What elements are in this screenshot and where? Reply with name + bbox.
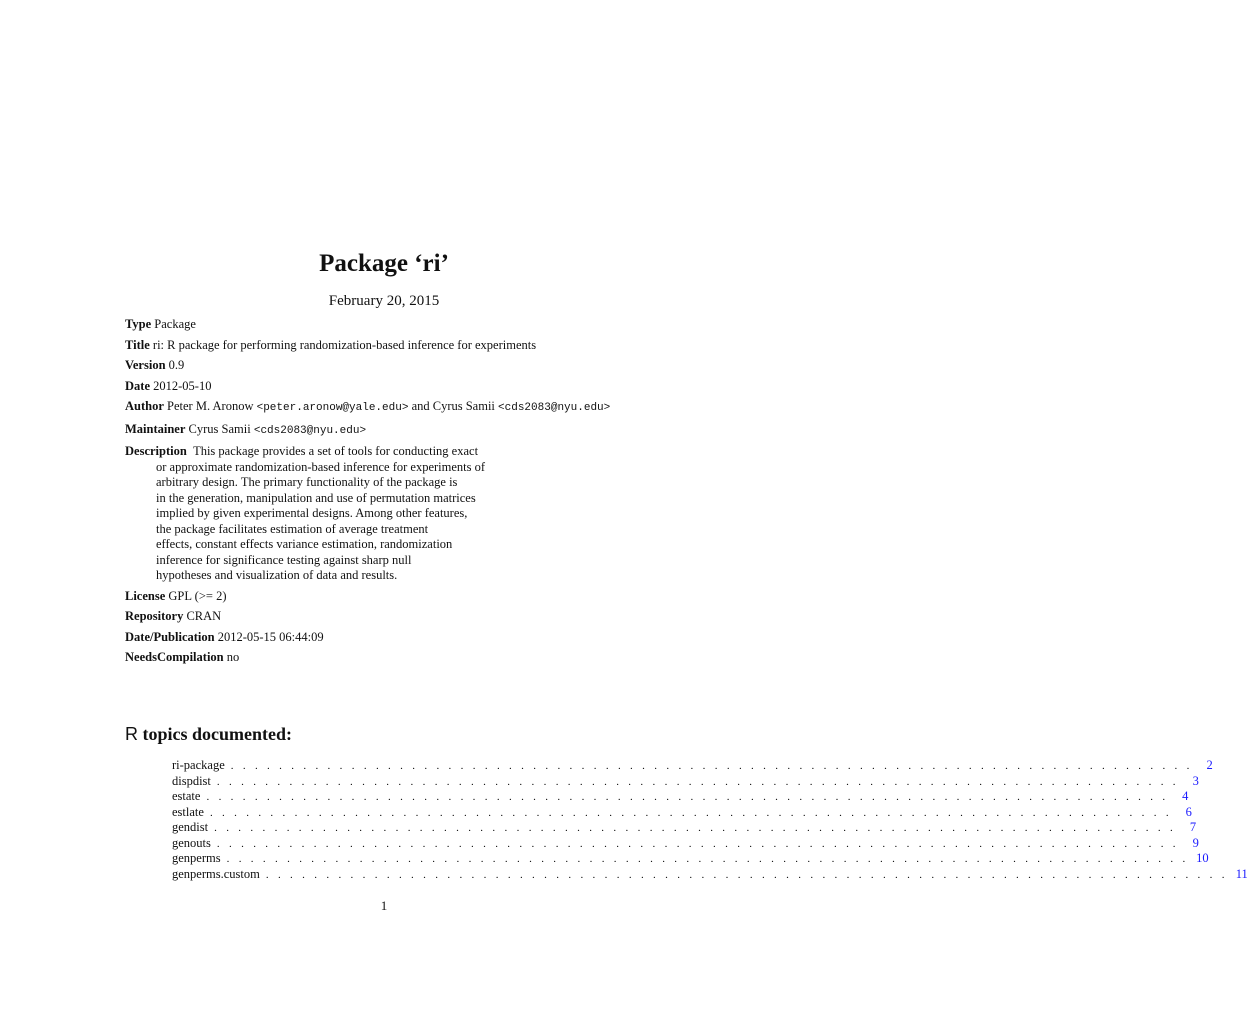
- field-key: Repository: [125, 609, 184, 623]
- description-line: the package facilitates estimation of average treatment: [156, 521, 429, 536]
- toc-entry[interactable]: [172, 804, 1192, 821]
- toc-page-link[interactable]: 3: [1192, 773, 1199, 788]
- field-value: 2012-05-10: [153, 378, 212, 393]
- toc-page-link[interactable]: 7: [1189, 820, 1197, 834]
- field-value: GPL (>= 2): [168, 588, 227, 603]
- field-repository: [125, 609, 645, 625]
- toc-leader-dots: . . . . . . . . . . . . . . . . . . . . . . . . . . . . . . . . . . . . . . . . . . . . . . . . . . . . . . . . . . . . . . . . . . . . . . . . . . . . . . . .: [226, 853, 1189, 865]
- maintainer-email-link[interactable]: <cds2083@nyu.edu>: [253, 424, 367, 437]
- package-title: Package ‘ri’: [319, 250, 449, 277]
- toc-page-link[interactable]: 10: [1196, 851, 1209, 865]
- toc-page-link[interactable]: 2: [1206, 758, 1213, 772]
- description-line: hypotheses and visualization of data and results.: [156, 568, 398, 582]
- description-line: arbitrary design. The primary functionality of the package is: [156, 475, 458, 489]
- field-key: Type: [125, 317, 152, 331]
- author-email-line: [498, 399, 610, 413]
- author-name: Peter M. Aronow: [167, 399, 257, 413]
- toc-leader-dots: . . . . . . . . . . . . . . . . . . . . . . . . . . . . . . . . . . . . . . . . . . . . . . . . . . . . . . . . . . . . . . . . . . . . . . . . . . . . . . . .: [216, 775, 1179, 788]
- toc-entry-name[interactable]: gendist: [172, 820, 209, 834]
- toc-leader-dots: . . . . . . . . . . . . . . . . . . . . . . . . . . . . . . . . . . . . . . . . . . . . . . . . . . . . . . . . . . . . . . . . . . . . . . . . . . . . . . . .: [209, 806, 1172, 819]
- toc-page-link[interactable]: 4: [1182, 789, 1189, 803]
- toc-leader-dots: . . . . . . . . . . . . . . . . . . . . . . . . . . . . . . . . . . . . . . . . . . . . . . . . . . . . . . . . . . . . . . . . . . . . . . . . . . . . . . . .: [214, 822, 1177, 834]
- document-date: February 20, 2015: [328, 293, 440, 309]
- field-title: [125, 338, 645, 354]
- description-line: in the generation, manipulation and use of permutation matrices: [156, 490, 476, 505]
- field-value: 0.9: [168, 358, 185, 372]
- toc-entry[interactable]: [172, 820, 1197, 836]
- toc-page-link[interactable]: 11: [1235, 866, 1248, 881]
- field-maintainer: [125, 422, 645, 440]
- field-value: 2012-05-15 06:44:09: [217, 629, 324, 644]
- field-license: [125, 589, 645, 605]
- toc-entry-name[interactable]: ri-package: [172, 758, 225, 772]
- field-value: Package: [154, 317, 196, 331]
- author-email-link[interactable]: <peter.aronow@yale.edu>: [256, 402, 409, 414]
- field-author: [125, 399, 645, 417]
- toc-entry[interactable]: [172, 835, 1199, 852]
- maintainer-name: Cyrus Samii: [188, 421, 254, 436]
- field-value: ri: R package for performing randomization-based inference for: [152, 337, 472, 352]
- description-fields: [125, 317, 645, 671]
- toc-leader-dots: . . . . . . . . . . . . . . . . . . . . . . . . . . . . . . . . . . . . . . . . . . . . . . . . . . . . . . . . . . . . . . . . . . . . . . . . . . . . . . . .: [216, 837, 1179, 850]
- field-description: [125, 444, 645, 584]
- toc-page-link[interactable]: 9: [1192, 835, 1199, 850]
- table-of-contents: [172, 758, 1248, 882]
- toc-entry-name[interactable]: genperms.custom: [172, 866, 260, 881]
- field-key: Title: [125, 337, 150, 352]
- toc-entry[interactable]: [172, 773, 1199, 790]
- r-logo-text: R: [125, 724, 138, 744]
- field-date: [125, 379, 645, 395]
- toc-page-link[interactable]: 6: [1185, 804, 1192, 819]
- section-heading-text: topics documented:: [138, 724, 292, 744]
- section-heading: [125, 724, 292, 745]
- field-version: [125, 358, 645, 374]
- description-line: This package provides a set of tools for conducting exact: [193, 444, 479, 458]
- field-needs-compilation: [125, 650, 645, 666]
- field-key: Author: [125, 399, 164, 413]
- toc-leader-dots: . . . . . . . . . . . . . . . . . . . . . . . . . . . . . . . . . . . . . . . . . . . . . . . . . . . . . . . . . . . . . . . . . . . . . . . . . . . . . . . .: [206, 791, 1169, 803]
- field-key: Maintainer: [125, 421, 186, 436]
- field-value: CRAN: [186, 609, 222, 623]
- field-key: License: [125, 588, 166, 603]
- field-value: no: [226, 650, 240, 664]
- description-first-line: [125, 444, 645, 460]
- toc-entry-name[interactable]: genouts: [172, 835, 211, 850]
- toc-entry[interactable]: [172, 851, 1209, 867]
- field-key: Date: [125, 378, 150, 393]
- field-key: NeedsCompilation: [125, 650, 224, 664]
- toc-entry-name[interactable]: estate: [172, 789, 201, 803]
- description-line: or approximate randomization-based inference for experiments of: [156, 459, 486, 474]
- toc-entry[interactable]: [172, 789, 1189, 805]
- description-line: effects, constant effects variance estimation, randomization: [156, 537, 453, 551]
- description-line: implied by given experimental designs. Among other features,: [156, 506, 468, 520]
- author-name-2: and Cyrus Samii: [408, 399, 495, 413]
- author-email-link-2[interactable]: <cds2083@nyu.edu>: [498, 402, 611, 414]
- description-line: inference for significance testing against sharp null: [156, 552, 412, 567]
- field-key: Version: [125, 358, 166, 372]
- field-date-publication: [125, 630, 645, 646]
- field-key: Date/Publication: [125, 629, 215, 644]
- field-type: [125, 317, 645, 333]
- toc-entry[interactable]: [172, 866, 1248, 883]
- field-value-cont: experiments: [475, 337, 537, 352]
- toc-entry-name[interactable]: estlate: [172, 804, 204, 819]
- toc-entry[interactable]: [172, 758, 1213, 774]
- toc-leader-dots: . . . . . . . . . . . . . . . . . . . . . . . . . . . . . . . . . . . . . . . . . . . . . . . . . . . . . . . . . . . . . . . . . . . . . . . . . . . . . . . .: [265, 868, 1228, 881]
- toc-entry-name[interactable]: dispdist: [172, 773, 211, 788]
- field-key: Description: [125, 444, 187, 458]
- page-number: 1: [380, 898, 388, 913]
- toc-leader-dots: . . . . . . . . . . . . . . . . . . . . . . . . . . . . . . . . . . . . . . . . . . . . . . . . . . . . . . . . . . . . . . . . . . . . . . . . . . . . . . . .: [230, 760, 1193, 772]
- toc-entry-name[interactable]: genperms: [172, 851, 221, 865]
